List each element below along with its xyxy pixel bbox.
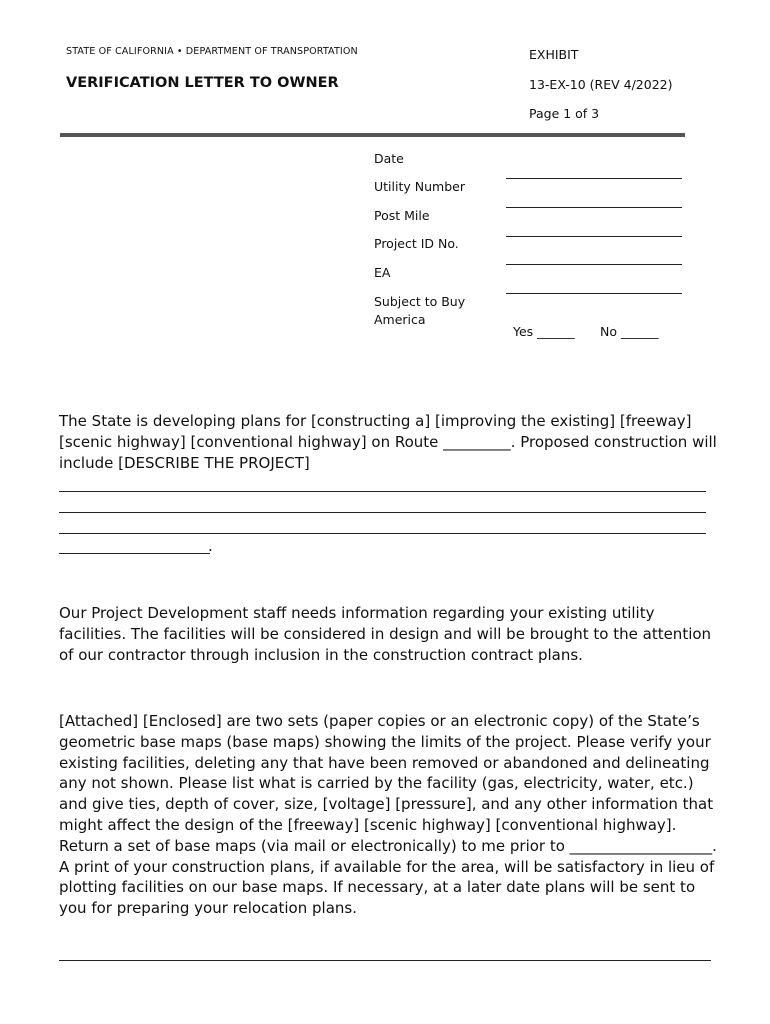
exhibit-label: EXHIBIT [529,47,579,62]
header-divider [60,133,685,137]
page-number: Page 1 of 3 [529,106,600,121]
form-number: 13-EX-10 (REV 4/2022) [529,77,673,92]
description-blank-line-1[interactable] [59,491,706,492]
description-blank-line-4[interactable] [59,553,210,554]
ea-label: EA [374,265,391,280]
footer-divider [59,960,711,961]
paragraph-project-description: The State is developing plans for [constructing a] [improving the existing] [freeway] [scenic highway] [conventional highway] on Route _________. Proposed construction will include [DESCRIBE THE PROJECT] [59,412,717,472]
description-blank-line-3[interactable] [59,533,706,534]
buy-america-yes[interactable]: Yes ______ [513,324,575,339]
buy-america-no[interactable]: No ______ [600,324,659,339]
paragraph-staff-needs: Our Project Development staff needs information regarding your existing utility facilities. The facilities will be considered in design and will be brought to the attention of our contractor through inclusion in the construction contract plans. [59,604,712,664]
document-title: VERIFICATION LETTER TO OWNER [66,75,339,91]
utility-number-label: Utility Number [374,179,465,194]
date-field-line[interactable] [506,178,682,179]
buy-america-label: Subject to Buy America [374,294,466,327]
post-mile-label: Post Mile [374,208,430,223]
date-label: Date [374,151,404,166]
project-id-field-line[interactable] [506,264,682,265]
utility-number-field-line[interactable] [506,207,682,208]
paragraph-base-maps: [Attached] [Enclosed] are two sets (paper copies or an electronic copy) of the State’s geometric base maps (base maps) showing the limits of the project. Please verify your existing facilities, deleting any that have been removed or abandoned and delineating any not shown. Please list what is carried by the facility (gas, electricity, water, etc.) and give ties, depth of cover, size, [voltage] [pressure], and any other information that might affect the design of the [freeway] [scenic highway] [conventional highway]. Return a set of base maps (via mail or electronically) to me prior to ___________________. A print of your construction plans, if available for the area, will be satisfactory in lieu of plotting facilities on our base maps. If necessary, at a later date plans will be sent to you for preparing your relocation plans. [59,712,717,918]
description-period: . [208,537,213,555]
project-id-label: Project ID No. [374,236,459,251]
description-blank-line-2[interactable] [59,512,706,513]
agency-name: STATE OF CALIFORNIA • DEPARTMENT OF TRANSPORTATION [66,46,358,57]
ea-field-line[interactable] [506,293,682,294]
post-mile-field-line[interactable] [506,236,682,237]
